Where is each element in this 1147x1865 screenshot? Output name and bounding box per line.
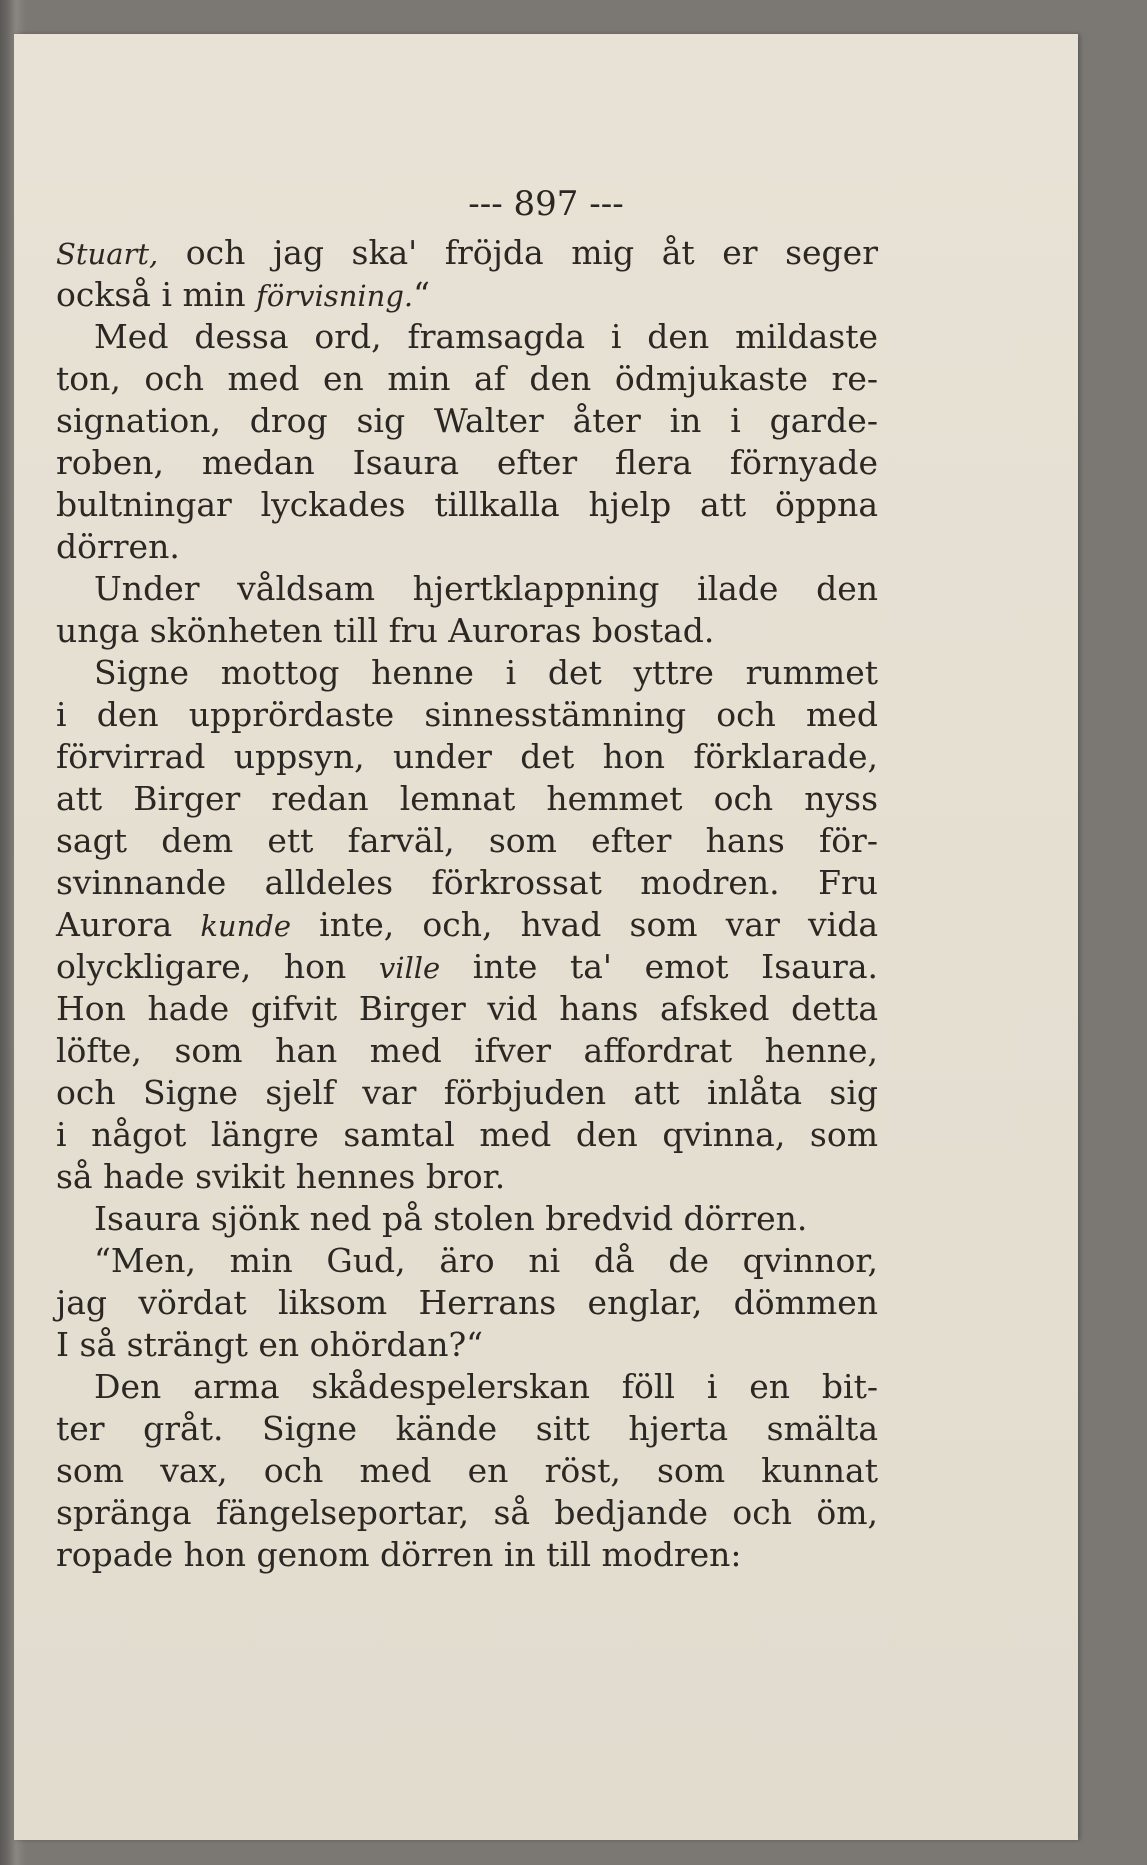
text-line: också i min förvisning.“ (56, 275, 430, 314)
book-page (14, 34, 1078, 1840)
text-line: spränga fängelseportar, så bedjande och öm, (56, 1493, 878, 1532)
text-line: Isaura sjönk ned på stolen bredvid dörren. (94, 1199, 808, 1238)
text-line: “Men, min Gud, äro ni då de qvinnor, (94, 1241, 878, 1280)
text-line: bultningar lyckades tillkalla hjelp att öppna (56, 485, 878, 524)
text-line: som vax, och med en röst, som kunnat (56, 1451, 878, 1490)
text-line: Med dessa ord, framsagda i den mildaste (94, 317, 878, 356)
text-line: löfte, som han med ifver affordrat henne, (56, 1031, 878, 1070)
text-line: jag vördat liksom Herrans englar, dömmen (56, 1283, 878, 1322)
text-line: i något längre samtal med den qvinna, som (56, 1115, 878, 1154)
text-line: Under våldsam hjertklappning ilade den (94, 569, 878, 608)
text-line: så hade svikit hennes bror. (56, 1157, 506, 1196)
text-line: Den arma skådespelerskan föll i en bit- (94, 1367, 878, 1406)
text-line: svinnande alldeles förkrossat modren. Fru (56, 863, 878, 902)
text-line: sagt dem ett farväl, som efter hans för- (56, 821, 878, 860)
text-line: signation, drog sig Walter åter in i garde- (56, 401, 878, 440)
text-line: förvirrad uppsyn, under det hon förklarade, (56, 737, 878, 776)
text-line: ton, och med en min af den ödmjukaste re- (56, 359, 878, 398)
text-line: dörren. (56, 527, 180, 566)
text-line: roben, medan Isaura efter flera förnyade (56, 443, 878, 482)
italic-word: ville (378, 951, 441, 985)
italic-word: kunde (200, 909, 291, 943)
italic-word: förvisning. (256, 279, 414, 313)
text-line: ropade hon genom dörren in till modren: (56, 1535, 742, 1574)
text-line: och Signe sjelf var förbjuden att inlåta sig (56, 1073, 878, 1112)
text-line: ter gråt. Signe kände sitt hjerta smälta (56, 1409, 878, 1448)
text-line: olyckligare, hon ville inte ta' emot Isaura. (56, 947, 878, 986)
text-line: Signe mottog henne i det yttre rummet (94, 653, 878, 692)
italic-name: Stuart, (56, 237, 159, 271)
text-line: I så strängt en ohördan?“ (56, 1325, 484, 1364)
text-line: Stuart, och jag ska' fröjda mig åt er seger (56, 233, 878, 272)
text-line: Aurora kunde inte, och, hvad som var vida (56, 905, 879, 944)
text-line: i den upprördaste sinnesstämning och med (56, 695, 878, 734)
body-text (56, 232, 878, 1576)
text-line: unga skönheten till fru Auroras bostad. (56, 611, 715, 650)
page-number: --- 897 --- (468, 184, 624, 224)
text-line: att Birger redan lemnat hemmet och nyss (56, 779, 878, 818)
text-line: Hon hade gifvit Birger vid hans afsked detta (56, 989, 878, 1028)
